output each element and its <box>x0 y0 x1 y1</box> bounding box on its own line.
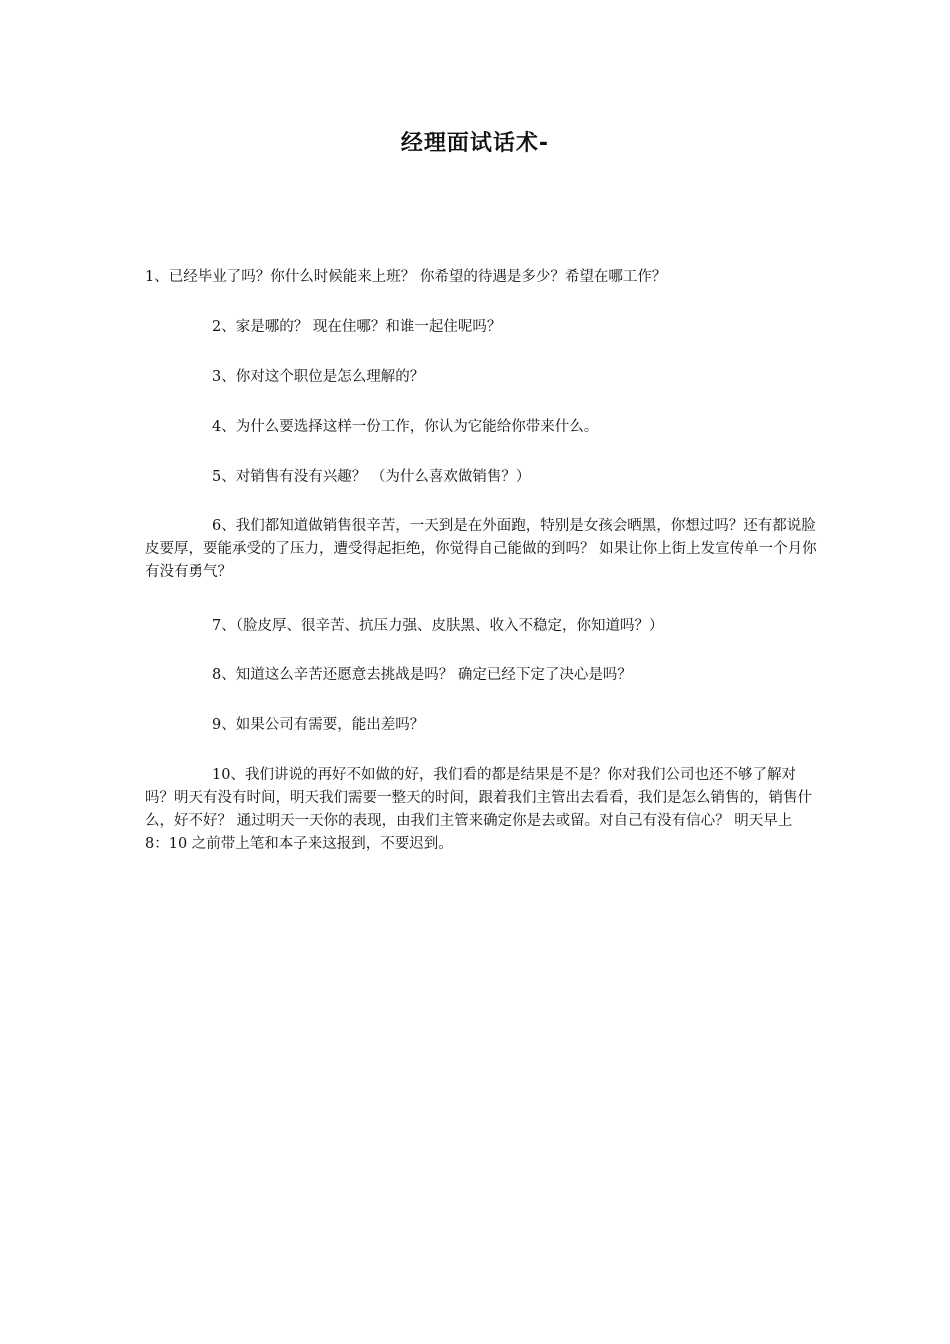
question-9: 9、如果公司有需要，能出差吗？ <box>212 717 425 733</box>
question-10: 10、我们讲说的再好不如做的好，我们看的都是结果是不是？你对我们公司也还不够了解对吗？明天有没有时间，明天我们需要一整天的时间，跟着我们主管出去看看，我们是怎么销售的，销售什么，好不好？ 通过明天一天你的表现，由我们主管来确定你是去或留。对自己有没有信心？ 明天早上 8：10 之前带上笔和本子来这报到，不要迟到。 <box>145 767 812 852</box>
document-title: 经理面试话术- <box>400 131 550 156</box>
question-2: 2、家是哪的？ 现在住哪？和谁一起住呢吗？ <box>212 319 502 335</box>
question-4: 4、为什么要选择这样一份工作，你认为它能给你带来什么。 <box>212 419 599 435</box>
question-5: 5、对销售有没有兴趣？ （为什么喜欢做销售？） <box>212 469 531 485</box>
question-8: 8、知道这么辛苦还愿意去挑战是吗？ 确定已经下定了决心是吗？ <box>212 667 632 683</box>
question-3: 3、你对这个职位是怎么理解的？ <box>212 369 425 385</box>
question-1: 1、已经毕业了吗？你什么时候能来上班？ 你希望的待遇是多少？希望在哪工作？ <box>145 269 667 285</box>
question-6: 6、我们都知道做销售很辛苦，一天到是在外面跑，特别是女孩会晒黑，你想过吗？还有都说脸皮要厚，要能承受的了压力，遭受得起拒绝，你觉得自己能做的到吗？ 如果让你上街上发宣传单一个月你有没有勇气？ <box>145 518 817 580</box>
question-7: 7、（脸皮厚、很辛苦、抗压力强、皮肤黑、收入不稳定，你知道吗？） <box>212 618 664 634</box>
